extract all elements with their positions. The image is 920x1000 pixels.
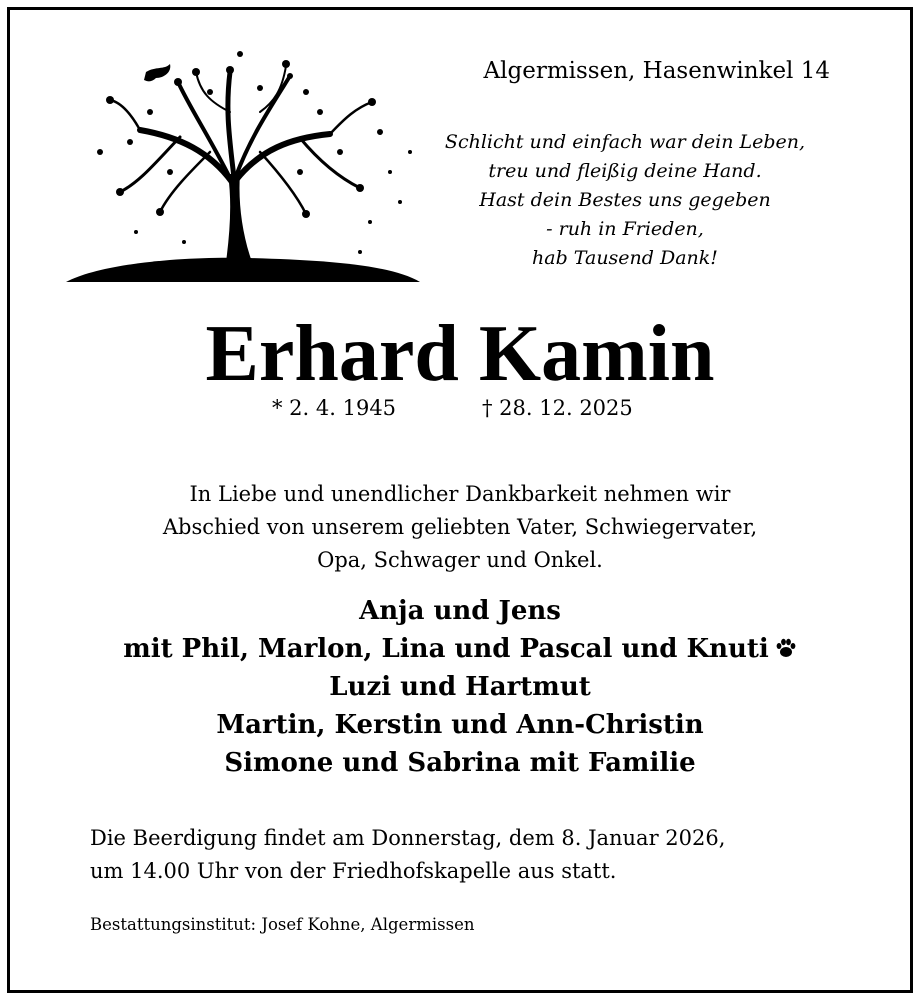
family-line: Simone und Sabrina mit Familie (224, 748, 696, 778)
family-line: Anja und Jens (359, 596, 561, 626)
funeral-info (90, 822, 725, 888)
poem-line: treu und fleißig deine Hand. (488, 160, 762, 182)
undertaker: Bestattungsinstitut: Josef Kohne, Algermissen (90, 915, 475, 934)
funeral-line: Die Beerdigung findet am Donnerstag, dem 8. Januar 2026, (90, 826, 726, 850)
birth-date: * 2. 4. 1945 (272, 396, 397, 420)
tree-with-bird-icon (60, 42, 424, 288)
address: Algermissen, Hasenwinkel 14 (483, 58, 830, 84)
intro-line: In Liebe und unendlicher Dankbarkeit nehmen wir (189, 482, 731, 506)
family-list (0, 592, 920, 782)
death-date: † 28. 12. 2025 (482, 396, 633, 420)
poem (415, 128, 835, 273)
intro-line: Opa, Schwager und Onkel. (317, 548, 603, 572)
poem-line: hab Tausend Dank! (532, 247, 718, 269)
paw-icon (775, 637, 797, 659)
intro-text (0, 478, 920, 577)
family-line: mit Phil, Marlon, Lina und Pascal und Knuti (123, 634, 769, 664)
family-line-with-pet (0, 630, 920, 668)
poem-line: Hast dein Bestes uns gegeben (479, 189, 771, 211)
poem-line: Schlicht und einfach war dein Leben, (444, 131, 806, 153)
poem-line: - ruh in Frieden, (546, 218, 704, 240)
deceased-name: Erhard Kamin (205, 310, 715, 398)
intro-line: Abschied von unserem geliebten Vater, Schwiegervater, (162, 515, 758, 539)
family-line: Martin, Kerstin und Ann-Christin (216, 710, 704, 740)
family-line: Luzi und Hartmut (329, 672, 591, 702)
funeral-line: um 14.00 Uhr von der Friedhofskapelle aus statt. (90, 859, 617, 883)
